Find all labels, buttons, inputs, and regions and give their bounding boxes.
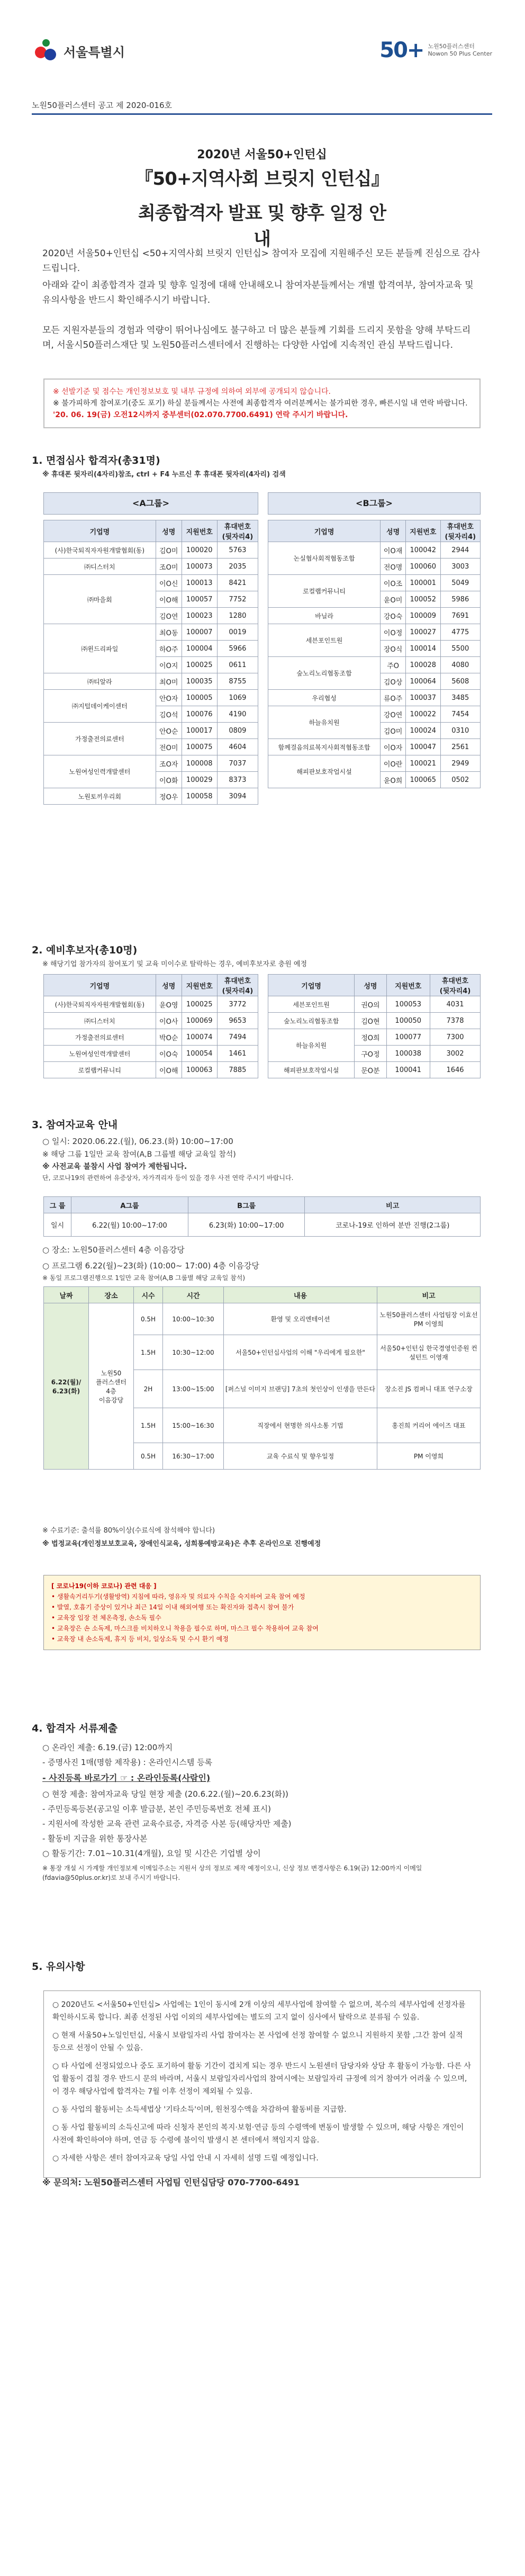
group-a-cell: 100075	[182, 739, 217, 755]
section3-date: ○ 일시: 2020.06.22.(월), 06.23.(화) 10:00~17:00	[42, 1137, 233, 1146]
reserve-left-company: ㈜디스터치	[44, 1013, 156, 1029]
reserve-right-col-3: 휴대번호 (뒷자리4)	[430, 975, 480, 996]
group-a-caption: <A그룹>	[43, 492, 258, 515]
group-b-row	[268, 542, 481, 559]
sched-hours-5: 0.5H	[134, 1443, 163, 1470]
group-b-cell: 이O자	[381, 739, 406, 755]
group-b-row	[268, 755, 481, 772]
group-a-cell: 100076	[182, 706, 217, 723]
reserve-right-company: 세븐포인트원	[268, 996, 355, 1013]
group-a-cell: 100035	[182, 673, 217, 690]
reserve-right-col-0: 기업명	[268, 975, 355, 996]
group-a-row	[44, 542, 258, 559]
group-b-cell: 2949	[440, 755, 480, 772]
group-b-company: 논실협사회적협동조합	[268, 542, 381, 575]
section1-heading: 1. 면접심사 합격자(총31명)	[32, 455, 160, 466]
section4-line-5: - 주민등록등본(공고일 이후 발급분, 본인 주민등록번호 전체 표시)	[42, 1804, 271, 1814]
group-a-cell: 1280	[217, 608, 258, 624]
reserve-right-row	[268, 1013, 481, 1029]
group-a-cell: 이O지	[156, 657, 182, 673]
group-b-company: 바닐라	[268, 608, 381, 624]
section3-program-sub: ※ 동일 프로그램진행으로 1일만 교육 참여(A,B 그룹별 해당 교육일 참석)	[42, 1274, 246, 1282]
reserve-left-cell: 이O해	[156, 1062, 182, 1078]
group-a-company: 노원여성인력개발센터	[44, 755, 156, 788]
date-col-group: 그 룹	[44, 1197, 71, 1213]
group-b-col-2: 지원번호	[406, 520, 441, 542]
sched-note-5: PM 이영희	[377, 1443, 481, 1470]
caution-item: ○ 동 사업의 활동비는 소득세법상 '기타소득'이며, 원천징수액을 차감하여 활동비를 지급함.	[52, 2105, 347, 2114]
section4-line-2: - 증명사진 1매(명함 제작용) : 온라인시스템 등록	[42, 1758, 213, 1767]
group-b-cell: 100009	[406, 608, 441, 624]
group-b-cell: 100027	[406, 624, 441, 641]
date-cell-label: 일시	[44, 1213, 71, 1237]
group-b-cell: 7691	[440, 608, 480, 624]
group-b-cell: 0310	[440, 723, 480, 739]
reserve-right-company: 숲노리노리협동조합	[268, 1013, 355, 1029]
covid-line: • 교육장 내 손소독제, 휴지 등 비치, 일상소독 및 수시 환기 예정	[51, 1635, 229, 1643]
group-a-row	[44, 575, 258, 591]
group-b-company: 하늘유치원	[268, 706, 381, 739]
intro-paragraph-2: 아래와 같이 최종합격자 결과 및 향후 일정에 대해 안내해오니 참여자분들께서는 개별 합격여부, 참여자교육 및 유의사항을 반드시 확인해주시기 바랍니다.	[42, 280, 474, 305]
group-a-row	[44, 624, 258, 641]
group-a-cell: 100023	[182, 608, 217, 624]
reserve-left-row	[44, 1046, 258, 1062]
group-b-cell: 7454	[440, 706, 480, 723]
caution-item: ○ 자세한 사항은 센터 참여자교육 당일 사업 안내 시 자세히 설명 드릴 예정입니다.	[52, 2154, 319, 2163]
group-b-cell: 100052	[406, 591, 441, 608]
group-a-cell: 100008	[182, 755, 217, 772]
reserve-left-row	[44, 996, 258, 1013]
seoul-logo	[32, 37, 125, 65]
sched-time-1: 10:00~10:30	[163, 1303, 224, 1335]
group-b-company: 세븐포인트원	[268, 624, 381, 657]
group-a-cell: 안O순	[156, 723, 182, 739]
group-a-cell: 전O미	[156, 739, 182, 755]
sched-time-2: 10:30~12:00	[163, 1335, 224, 1370]
group-b-row	[268, 657, 481, 673]
sched-time-4: 15:00~16:30	[163, 1408, 224, 1443]
group-a-cell: 김O미	[156, 542, 182, 559]
group-b-row	[268, 706, 481, 723]
reserve-right-table	[268, 974, 481, 1078]
covid-box	[43, 1575, 481, 1650]
group-b-cell: 100037	[406, 690, 441, 706]
group-b-cell: 2944	[440, 542, 480, 559]
group-b-cell: 100022	[406, 706, 441, 723]
section2-sub: ※ 해당기업 참가자의 참여포기 및 교육 미이수로 탈락하는 경우, 예비후보자로 충원 예정	[42, 960, 307, 968]
group-b-cell: 5500	[440, 641, 480, 657]
reserve-left-row	[44, 1029, 258, 1046]
schedule-table	[43, 1286, 481, 1470]
reserve-left-col-0: 기업명	[44, 975, 156, 996]
sched-col-time: 시간	[163, 1287, 224, 1303]
group-a-cell: 정O우	[156, 788, 182, 805]
group-a-cell: 7037	[217, 755, 258, 772]
date-col-b: B그룹	[188, 1197, 305, 1213]
covid-line: • 발열, 호흡기 증상이 있거나 최근 14일 이내 해외여행 또는 확진자와 접촉시 참여 불가	[51, 1604, 294, 1611]
reserve-right-cell: 3002	[430, 1046, 480, 1062]
reserve-left-cell: 이O사	[156, 1013, 182, 1029]
group-a-cell: 이O화	[156, 772, 182, 788]
date-cell-b: 6.23(화) 10:00~17:00	[188, 1213, 305, 1237]
group-a-cell: 7752	[217, 591, 258, 608]
covid-line: • 교육장은 손 소독제, 마스크를 비치하오니 착용을 필수로 하며, 마스크 필수 착용하여 교육 참여	[51, 1625, 319, 1632]
reserve-right-cell: 100053	[386, 996, 430, 1013]
group-b-table	[268, 520, 481, 788]
section3-note-1: ※ 수료기준: 출석률 80%이상(수료식에 참석해야 합니다)	[42, 1527, 215, 1535]
group-b-cell: 전O명	[381, 559, 406, 575]
reserve-right-cell: 구O정	[355, 1046, 386, 1062]
page-title	[135, 146, 389, 250]
reserve-right-cell: 100077	[386, 1029, 430, 1046]
group-a-table	[43, 520, 258, 805]
reserve-right-cell: 권O의	[355, 996, 386, 1013]
sched-date-cell: 6.22(월)/ 6.23(화)	[44, 1303, 89, 1470]
sched-hours-1: 0.5H	[134, 1303, 163, 1335]
section2-heading: 2. 예비후보자(총10명)	[32, 944, 138, 956]
reserve-left-cell: 7494	[217, 1029, 258, 1046]
reserve-left-company: 노원여성인력개발센터	[44, 1046, 156, 1062]
fifty-plus-name-en: Nowon 50 Plus Center	[428, 50, 492, 57]
group-a-cell: 조O미	[156, 559, 182, 575]
group-b-cell: 100065	[406, 772, 441, 788]
reserve-right-col-1: 성명	[355, 975, 386, 996]
section3-program: ○ 프로그램 6.22(월)~23(화) (10:00~ 17:00) 4층 이음강당	[42, 1261, 259, 1271]
sched-content-2: 서울50+인턴십사업의 이해 "우리에게 필요한"	[224, 1335, 377, 1370]
reserve-right-cell: 문O분	[355, 1062, 386, 1078]
group-a-company: ㈜마을회	[44, 575, 156, 624]
reserve-left-cell: 1461	[217, 1046, 258, 1062]
sched-note-1: 노원50플러스센터 사업팀장 이효선 PM 이영희	[377, 1303, 481, 1335]
notice-box	[43, 379, 481, 428]
group-a-cell: 이O해	[156, 591, 182, 608]
group-a-cell: 2035	[217, 559, 258, 575]
date-table	[43, 1196, 481, 1237]
reserve-left-cell: 7885	[217, 1062, 258, 1078]
reserve-right-cell: 7378	[430, 1013, 480, 1029]
group-a-row	[44, 755, 258, 772]
reserve-left-cell: 윤O영	[156, 996, 182, 1013]
sched-hours-4: 1.5H	[134, 1408, 163, 1443]
caution-box	[43, 1990, 481, 2178]
reserve-right-cell: 김O현	[355, 1013, 386, 1029]
date-col-note: 비고	[305, 1197, 481, 1213]
sched-time-5: 16:30~17:00	[163, 1443, 224, 1470]
group-a-row	[44, 788, 258, 805]
caution-item: ○ 2020년도 <서울50+인턴십> 사업에는 1인이 동시에 2개 이상의 세부사업에 참여할 수 없으며, 복수의 세부사업에 선정자를 확인하시도록 합니다. 최종 선정된 사업 이외의 세부사업에는 별도의 고지 없이 심사에서 탈락으로 분류됨 수 있음.	[52, 2001, 466, 2022]
group-b-cell: 이O정	[381, 624, 406, 641]
group-b-row	[268, 690, 481, 706]
group-a-cell: 4190	[217, 706, 258, 723]
sched-note-2: 서울50+인턴십 한국경영인증원 컨설턴트 이영재	[377, 1335, 481, 1370]
covid-title: [ 코로나19(이하 코로나) 관련 대응 ]	[51, 1582, 157, 1590]
group-a-row	[44, 723, 258, 739]
reserve-left-cell: 100069	[182, 1013, 217, 1029]
reserve-left-company: 가정출전의료센터	[44, 1029, 156, 1046]
reserve-left-cell: 박O순	[156, 1029, 182, 1046]
group-a-col-0: 기업명	[44, 520, 156, 542]
group-a-row	[44, 673, 258, 690]
group-b-company: 우리협성	[268, 690, 381, 706]
reserve-left-table	[43, 974, 258, 1078]
group-a-company: (사)한국퇴직자자원개발협회(동)	[44, 542, 156, 559]
group-a-company: ㈜티알라	[44, 673, 156, 690]
group-a-col-3: 휴대번호 (뒷자리4)	[217, 520, 258, 542]
sched-time-3: 13:00~15:00	[163, 1370, 224, 1408]
reserve-left-cell: 100054	[182, 1046, 217, 1062]
sched-content-5: 교육 수료식 및 향우일정	[224, 1443, 377, 1470]
reserve-right-company: 해피판보호작업시설	[268, 1062, 355, 1078]
group-a-cell: 김O연	[156, 608, 182, 624]
group-b-company: 함께걸음의료복지사회적협동조합	[268, 739, 381, 755]
group-a-company: 노원토끼우리회	[44, 788, 156, 805]
group-a-cell: 100025	[182, 657, 217, 673]
group-b-row	[268, 624, 481, 641]
sched-note-3: 장소진 JS 컴퍼니 대표 연구소장	[377, 1370, 481, 1408]
header-divider	[32, 113, 492, 115]
group-a-cell: 최O미	[156, 673, 182, 690]
reserve-left-cell: 100074	[182, 1029, 217, 1046]
group-a-company: 가정출전의료센터	[44, 723, 156, 755]
group-b-col-3: 휴대번호 (뒷자리4)	[440, 520, 480, 542]
group-b-cell: 100024	[406, 723, 441, 739]
sched-content-3: [퍼스널 이미지 브랜딩] 7초의 첫인상이 인생을 만든다	[224, 1370, 377, 1408]
group-a-cell: 100029	[182, 772, 217, 788]
group-a-cell: 100073	[182, 559, 217, 575]
group-b-cell: 3003	[440, 559, 480, 575]
group-a-company: ㈜디스터치	[44, 559, 156, 575]
group-b-cell: 김O상	[381, 673, 406, 690]
caution-item: ○ 동 사업 활동비의 소득신고에 따라 신청자 본인의 복지·보험·연금 등의 수령액에 변동이 발생할 수 있으며, 해당 사항은 개인이 사전에 확인하여야 하며, 연금 등 수령에 불이익 발생시 본 센터에서 책임지지 않음.	[52, 2123, 464, 2145]
reserve-left-col-3: 휴대번호 (뒷자리4)	[217, 975, 258, 996]
group-a-cell: 조O자	[156, 755, 182, 772]
reserve-right-cell: 1646	[430, 1062, 480, 1078]
group-b-cell: 0502	[440, 772, 480, 788]
group-b-cell: 100001	[406, 575, 441, 591]
notice-line-1: ※ 선발기준 및 점수는 개인정보보호 및 내부 규정에 의하여 외부에 공개되지 않습니다.	[53, 388, 331, 396]
reserve-right-cell: 100041	[386, 1062, 430, 1078]
group-b-cell: 100014	[406, 641, 441, 657]
group-b-cell: 2561	[440, 739, 480, 755]
section3-note-2: ※ 법정교육(개인정보보호교육, 장애인식교육, 성희롱예방교육)은 추후 온라인으로 진행예정	[42, 1540, 321, 1548]
group-a-row	[44, 559, 258, 575]
reserve-left-cell: 100063	[182, 1062, 217, 1078]
date-col-a: A그룹	[71, 1197, 188, 1213]
notice-line-2: ※ 불가피하게 참여포기(중도 포기) 하실 분들께서는 사전에 최종합격자 여러분께서는 불가피한 경우, 빠른시일 내 연락 바랍니다.	[53, 399, 468, 408]
sched-content-4: 직장에서 현명한 의사소통 기법	[224, 1408, 377, 1443]
group-b-cell: 강O숙	[381, 608, 406, 624]
group-a-cell: 0019	[217, 624, 258, 641]
section3-red-note: ※ 사전교육 불참시 사업 참여가 제한됩니다.	[42, 1163, 187, 1171]
reserve-left-cell: 3772	[217, 996, 258, 1013]
reserve-right-row	[268, 1029, 481, 1046]
sched-hours-3: 2H	[134, 1370, 163, 1408]
header	[32, 32, 492, 74]
group-b-caption: <B그룹>	[268, 492, 481, 515]
section4-line-7: - 활동비 지급을 위한 통장사본	[42, 1834, 148, 1843]
sched-note-4: 홍진희 커리어 에이즈 대표	[377, 1408, 481, 1443]
reserve-left-col-1: 성명	[156, 975, 182, 996]
group-b-company: 해피판보호작업시설	[268, 755, 381, 788]
sched-content-1: 환영 및 오리엔테이션	[224, 1303, 377, 1335]
group-a-cell: 100013	[182, 575, 217, 591]
section3-blue-note: 단, 코로나19의 관련하여 유증상자, 자가격리자 등이 있을 경우 사전 연락 주시기 바랍니다.	[42, 1174, 294, 1182]
reserve-left-cell: 이O숙	[156, 1046, 182, 1062]
notice-number: 노원50플러스센터 공고 제 2020-016호	[32, 101, 172, 110]
group-b-row	[268, 739, 481, 755]
group-a-cell: 하O주	[156, 641, 182, 657]
group-a-cell: 4604	[217, 739, 258, 755]
covid-line: • 교육장 입장 전 체온측정, 손소독 필수	[51, 1614, 161, 1622]
group-b-cell: 4080	[440, 657, 480, 673]
reserve-right-cell: 100038	[386, 1046, 430, 1062]
group-a-cell: 5763	[217, 542, 258, 559]
group-b-cell: 100042	[406, 542, 441, 559]
group-a-col-2: 지원번호	[182, 520, 217, 542]
group-a-cell: 8421	[217, 575, 258, 591]
sched-col-date: 날짜	[44, 1287, 89, 1303]
section4-line-6: - 지원서에 작성한 교육 관련 교육수료증, 자격증 사본 등(해당자만 제출)	[42, 1819, 292, 1829]
fifty-plus-logo	[379, 38, 492, 62]
group-a-cell: 100005	[182, 690, 217, 706]
section5-heading: 5. 유의사항	[32, 1961, 85, 1972]
caution-item: ○ 타 사업에 선정되었으나 중도 포기하여 활동 기간이 겹치게 되는 경우 반드시 노원센터 담당자와 상담 후 활동이 가능함. 다른 사업 활동이 겹칠 경우 반드시 문의 바라며, 서울시 보람일자리사업의 참여시에는 보람일자리 규정에 의거 참여가 어려울 수 있으며, 이 경우 해당사업에 합격자는 7월 이후 선정이 제외될 수 있음.	[52, 2062, 471, 2096]
group-b-cell: 장O식	[381, 641, 406, 657]
group-b-cell: 윤O희	[381, 772, 406, 788]
group-b-row	[268, 575, 481, 591]
reserve-right-cell: 7300	[430, 1029, 480, 1046]
group-a-cell: 0611	[217, 657, 258, 673]
sched-col-place: 장소	[89, 1287, 134, 1303]
contact-line: ※ 문의처: 노원50플러스센터 사업팀 인턴십담당 070-7700-6491	[42, 2177, 300, 2187]
section3-heading: 3. 참여자교육 안내	[32, 1119, 118, 1131]
fifty-plus-name: 노원50플러스센터	[428, 43, 475, 50]
group-b-cell: 류O주	[381, 690, 406, 706]
covid-line: • 생활속거리두기(생활방역) 지침에 따라, 영유자 및 의료자 수칙을 숙지하여 교육 참여 예정	[51, 1593, 305, 1600]
group-b-cell: 100064	[406, 673, 441, 690]
photo-upload-link[interactable]: - 사진등록 바로가기 ☞ : 온라인등록(사람인)	[42, 1773, 211, 1783]
reserve-right-company: 하늘유치원	[268, 1029, 355, 1062]
reserve-right-row	[268, 1062, 481, 1078]
group-a-cell: 최O동	[156, 624, 182, 641]
sched-col-hours: 시수	[134, 1287, 163, 1303]
group-a-cell: 100057	[182, 591, 217, 608]
group-b-cell: 5986	[440, 591, 480, 608]
reserve-right-cell: 100050	[386, 1013, 430, 1029]
group-a-cell: 100020	[182, 542, 217, 559]
date-cell-note: 코로나-19로 인하여 분반 진행(2그룹)	[305, 1213, 481, 1237]
group-a-cell: 8373	[217, 772, 258, 788]
group-b-cell: 이O재	[381, 542, 406, 559]
sched-col-content: 내용	[224, 1287, 377, 1303]
group-b-cell: 100047	[406, 739, 441, 755]
group-a-cell: 안O자	[156, 690, 182, 706]
group-b-col-0: 기업명	[268, 520, 381, 542]
group-a-cell: 100007	[182, 624, 217, 641]
group-b-row	[268, 608, 481, 624]
section4-line-9: ※ 통장 개설 시 가계할 개인정보제 이메일주소는 지원서 상의 정보로 제작 예정이오니, 신상 정보 변경사항은 6.19(금) 12:00까지 이메일(fdavia@50plus.or.kr)로 보내 주시기 바랍니다.	[42, 1865, 422, 1881]
reserve-right-col-2: 지원번호	[386, 975, 430, 996]
section4-line-1: ○ 온라인 제출: 6.19.(금) 12:00까지	[42, 1743, 173, 1752]
reserve-left-cell: 9653	[217, 1013, 258, 1029]
reserve-right-cell: 4031	[430, 996, 480, 1013]
group-a-cell: 이O신	[156, 575, 182, 591]
date-cell-a: 6.22(월) 10:00~17:00	[71, 1213, 188, 1237]
group-b-cell: 윤O미	[381, 591, 406, 608]
sched-hours-2: 1.5H	[134, 1335, 163, 1370]
title-line-1: 2020년 서울50+인턴십	[197, 148, 327, 161]
group-a-row	[44, 690, 258, 706]
section3-place: ○ 장소: 노원50플러스센터 4층 이음강당	[42, 1245, 185, 1255]
group-b-cell: 주O	[381, 657, 406, 673]
group-b-cell: 100028	[406, 657, 441, 673]
section4-line-4: ○ 현장 제출: 참여자교육 당일 현장 제출 (20.6.22.(월)~20.6.23(화))	[42, 1789, 288, 1799]
group-a-company: ㈜지털데이케이센터	[44, 690, 156, 723]
group-a-col-1: 성명	[156, 520, 182, 542]
group-b-cell: 5608	[440, 673, 480, 690]
title-line-2: 『50+지역사회 브릿지 인턴십』	[135, 168, 389, 190]
sched-place-cell: 노원50 플러스센터 4층 이음강당	[89, 1303, 134, 1470]
reserve-left-row	[44, 1013, 258, 1029]
group-a-cell: 100058	[182, 788, 217, 805]
reserve-left-cell: 100025	[182, 996, 217, 1013]
group-b-cell: 100060	[406, 559, 441, 575]
reserve-left-company: 로컬랩커뮤니티	[44, 1062, 156, 1078]
group-b-cell: 3485	[440, 690, 480, 706]
group-b-cell: 이O조	[381, 575, 406, 591]
caution-item: ○ 현재 서울50+노일인턴십, 서울시 보람일자리 사업 참여자는 본 사업에 선정 참여할 수 없으니 지원하지 못함 ,그간 참여 실적 등으로 선정이 안될 수 있음.	[52, 2031, 463, 2052]
section4-heading: 4. 합격자 서류제출	[32, 1723, 118, 1734]
group-a-company: ㈜윈드리파일	[44, 624, 156, 673]
group-a-cell: 5966	[217, 641, 258, 657]
reserve-right-row	[268, 996, 481, 1013]
group-b-cell: 이O란	[381, 755, 406, 772]
seoul-logo-icon	[32, 37, 59, 65]
group-b-cell: 4775	[440, 624, 480, 641]
section4-line-8: ○ 활동기간: 7.01~10.31(4개월), 요일 및 시간은 기업별 상이	[42, 1849, 261, 1858]
group-a-cell: 100017	[182, 723, 217, 739]
seoul-logo-text: 서울특별시	[64, 44, 125, 60]
title-line-3: 최종합격자 발표 및 향후 일정 안내	[138, 203, 386, 250]
sched-col-note: 비고	[377, 1287, 481, 1303]
intro-paragraph-3: 모든 지원자분들의 경험과 역량이 뛰어나심에도 불구하고 더 많은 분들께 기회를 드리지 못함을 양해 부탁드리며, 서울시50플러스재단 및 노원50플러스센터에서 진행하는 다양한 사업에 지속적인 관심 부탁드립니다.	[42, 325, 471, 350]
reserve-left-col-2: 지원번호	[182, 975, 217, 996]
group-b-col-1: 성명	[381, 520, 406, 542]
intro-paragraph-1: 2020년 서울50+인턴십 <50+지역사회 브릿지 인턴십> 참여자 모집에 지원해주신 모든 분들께 진심으로 감사드립니다.	[42, 248, 480, 274]
reserve-left-company: (사)한국퇴직자자원개발협회(동)	[44, 996, 156, 1013]
group-a-cell: 0809	[217, 723, 258, 739]
group-b-cell: 5049	[440, 575, 480, 591]
group-b-company: 로컬랩커뮤니티	[268, 575, 381, 608]
group-a-cell: 100004	[182, 641, 217, 657]
group-b-company: 숲노리노리협동조합	[268, 657, 381, 690]
group-b-cell: 김O미	[381, 723, 406, 739]
reserve-right-cell: 정O희	[355, 1029, 386, 1046]
section1-sub: ※ 휴대폰 뒷자리(4자리)참조, ctrl + F4 누르신 후 휴대폰 뒷자리(4자리) 검색	[42, 471, 286, 479]
group-a-cell: 1069	[217, 690, 258, 706]
fifty-plus-mark: 50+	[379, 38, 424, 62]
group-b-cell: 100021	[406, 755, 441, 772]
group-a-cell: 김O석	[156, 706, 182, 723]
notice-line-3: '20. 06. 19(금) 오전12시까지 중부센터(02.070.7700.6491) 연락 주시기 바랍니다.	[53, 411, 348, 419]
group-b-cell: 강O연	[381, 706, 406, 723]
group-a-cell: 8755	[217, 673, 258, 690]
section3-group-note: ※ 해당 그룹 1일만 교육 참여(A,B 그룹별 해당 교육일 참석)	[42, 1150, 236, 1159]
group-a-cell: 3094	[217, 788, 258, 805]
reserve-left-row	[44, 1062, 258, 1078]
